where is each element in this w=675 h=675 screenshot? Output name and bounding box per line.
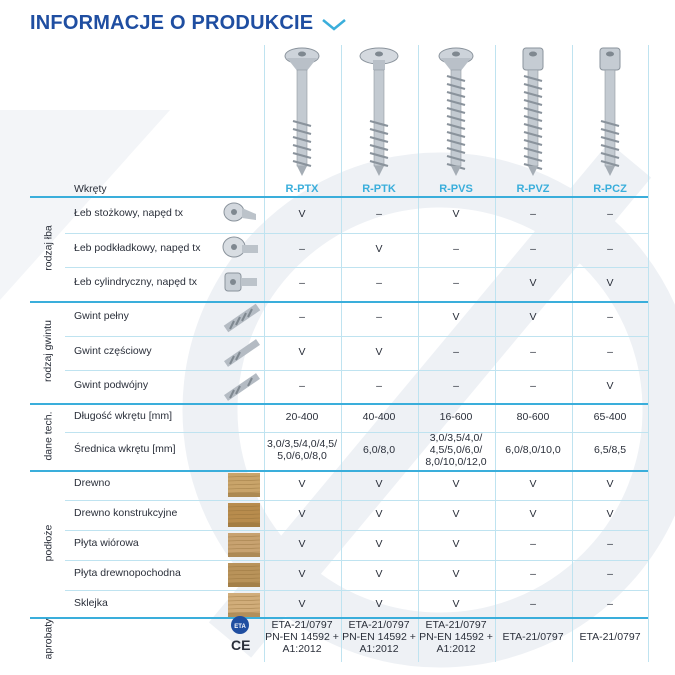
cell-value: V xyxy=(452,478,460,490)
cell-value: – xyxy=(299,380,305,392)
row-divider xyxy=(30,403,648,405)
cell-value: – xyxy=(376,208,382,220)
column-divider xyxy=(648,45,649,662)
screw-head-thumbnail xyxy=(222,269,262,304)
row-divider xyxy=(65,560,648,561)
cell-value: – xyxy=(453,243,459,255)
cell-value: V xyxy=(606,380,614,392)
cell-value: – xyxy=(607,568,613,580)
group-label: aprobaty xyxy=(42,618,54,659)
row-divider xyxy=(30,470,648,472)
row-divider xyxy=(30,196,648,198)
row-divider xyxy=(65,590,648,591)
row-label: Płyta wiórowa xyxy=(74,537,139,549)
cell-value: ETA-21/0797 xyxy=(579,631,641,643)
cell-value: – xyxy=(530,568,536,580)
row-divider xyxy=(65,370,648,371)
screw-image-r-pvz xyxy=(513,46,553,181)
ce-mark: CE xyxy=(231,637,251,653)
cell-value: 6,5/8,5 xyxy=(593,444,627,456)
cell-value: – xyxy=(607,538,613,550)
cell-value: – xyxy=(607,243,613,255)
cell-value: – xyxy=(453,277,459,289)
cell-value: V xyxy=(298,508,306,520)
cell-value: – xyxy=(299,243,305,255)
cell-value: V xyxy=(452,568,460,580)
page-title xyxy=(30,12,347,35)
wood-material-thumbnail xyxy=(228,533,260,557)
eta-badge xyxy=(228,615,252,635)
wood-material-thumbnail xyxy=(228,563,260,587)
cell-value: 6,0/8,0 xyxy=(362,444,396,456)
cell-value: – xyxy=(453,380,459,392)
cell-value: V xyxy=(452,508,460,520)
product-name-r-pvz: R-PVZ xyxy=(516,183,550,195)
cell-value: – xyxy=(530,598,536,610)
row-label: Średnica wkrętu [mm] xyxy=(74,443,176,455)
row-divider xyxy=(65,233,648,234)
product-name-r-pvs: R-PVS xyxy=(439,183,473,195)
cell-value: V xyxy=(375,538,383,550)
row-divider xyxy=(65,336,648,337)
screw-head-thumbnail xyxy=(222,200,262,235)
row-label: Gwint pełny xyxy=(74,310,129,322)
cell-value: V xyxy=(298,538,306,550)
header-label: Wkręty xyxy=(74,183,107,195)
group-label: dane tech. xyxy=(42,410,54,461)
wood-material-thumbnail xyxy=(228,593,260,617)
cell-value: – xyxy=(607,208,613,220)
cell-value: 16-600 xyxy=(439,410,473,423)
cell-value: – xyxy=(299,277,305,289)
cell-value: V xyxy=(452,208,460,220)
cell-value: – xyxy=(376,311,382,323)
row-label: Łeb podkładkowy, napęd tx xyxy=(74,242,201,254)
row-label: Gwint częściowy xyxy=(74,345,152,357)
cell-value: 65-400 xyxy=(593,410,627,423)
row-label: Drewno xyxy=(74,477,111,489)
group-label: rodzaj łba xyxy=(42,224,54,271)
cell-value: ETA-21/0797 xyxy=(502,631,564,643)
cell-value: – xyxy=(530,208,536,220)
screw-image-r-pcz xyxy=(590,46,630,181)
cell-value: V xyxy=(606,508,614,520)
cell-value: V xyxy=(529,478,537,490)
cell-value: V xyxy=(375,346,383,358)
cell-value: – xyxy=(607,346,613,358)
cell-value: ETA-21/0797 PN-EN 14592 + A1:2012 xyxy=(419,619,493,655)
thread-thumbnail xyxy=(222,372,262,407)
cell-value: – xyxy=(530,380,536,392)
row-divider xyxy=(65,267,648,268)
cell-value: – xyxy=(530,538,536,550)
cell-value: 3,0/3,5/4,0/4,5/ 5,0/6,0/8,0 xyxy=(266,438,338,462)
cell-value: ETA-21/0797 PN-EN 14592 + A1:2012 xyxy=(342,619,416,655)
svg-text:ETA: ETA xyxy=(234,624,246,630)
cell-value: ETA-21/0797 PN-EN 14592 + A1:2012 xyxy=(265,619,339,655)
cell-value: V xyxy=(375,478,383,490)
cell-value: V xyxy=(452,598,460,610)
row-label: Łeb cylindryczny, napęd tx xyxy=(74,276,197,288)
product-name-r-ptx: R-PTX xyxy=(285,183,319,195)
thread-thumbnail xyxy=(222,338,262,373)
cell-value: V xyxy=(298,478,306,490)
cell-value: V xyxy=(452,311,460,323)
cell-value: – xyxy=(607,598,613,610)
cell-value: V xyxy=(375,598,383,610)
thread-thumbnail xyxy=(222,303,262,338)
row-divider xyxy=(65,530,648,531)
row-label: Płyta drewnopochodna xyxy=(74,567,181,579)
product-name-r-ptk: R-PTK xyxy=(362,183,396,195)
chevron-down-icon xyxy=(321,16,347,32)
group-label: podłoże xyxy=(42,524,54,561)
row-label: Sklejka xyxy=(74,597,108,609)
cell-value: V xyxy=(529,508,537,520)
cell-value: V xyxy=(529,311,537,323)
row-label: Długość wkrętu [mm] xyxy=(74,409,173,422)
cell-value: – xyxy=(376,277,382,289)
cell-value: 3,0/3,5/4,0/ 4,5/5,0/6,0/ 8,0/10,0/12,0 xyxy=(425,432,487,468)
screw-image-r-pvs xyxy=(436,46,476,181)
cell-value: V xyxy=(375,568,383,580)
screw-head-thumbnail xyxy=(222,235,262,270)
cell-value: 6,0/8,0/10,0 xyxy=(505,444,561,456)
cell-value: – xyxy=(376,380,382,392)
cell-value: V xyxy=(298,568,306,580)
row-divider xyxy=(30,301,648,303)
cell-value: – xyxy=(530,346,536,358)
cell-value: V xyxy=(529,277,537,289)
cell-value: V xyxy=(298,208,306,220)
screw-image-r-ptx xyxy=(282,46,322,181)
cell-value: V xyxy=(298,346,306,358)
cell-value: V xyxy=(298,598,306,610)
row-label: Drewno konstrukcyjne xyxy=(74,507,178,519)
cell-value: – xyxy=(453,346,459,358)
cell-value: – xyxy=(299,311,305,323)
screw-image-r-ptk xyxy=(359,46,399,181)
row-divider xyxy=(65,500,648,501)
cell-value: V xyxy=(606,478,614,490)
cell-value: V xyxy=(452,538,460,550)
row-divider xyxy=(65,432,648,433)
row-label: Łeb stożkowy, napęd tx xyxy=(74,207,183,219)
group-label: rodzaj gwintu xyxy=(42,320,54,382)
cell-value: 20-400 xyxy=(285,410,319,423)
cell-value: – xyxy=(607,311,613,323)
wood-material-thumbnail xyxy=(228,473,260,497)
page-title-text: INFORMACJE O PRODUKCIE xyxy=(30,12,314,34)
cell-value: – xyxy=(530,243,536,255)
product-name-r-pcz: R-PCZ xyxy=(593,183,627,195)
cell-value: V xyxy=(606,277,614,289)
cell-value: 40-400 xyxy=(362,410,396,423)
cell-value: V xyxy=(375,243,383,255)
wood-material-thumbnail xyxy=(228,503,260,527)
cell-value: 80-600 xyxy=(516,410,550,423)
cell-value: V xyxy=(375,508,383,520)
row-label: Gwint podwójny xyxy=(74,379,149,391)
